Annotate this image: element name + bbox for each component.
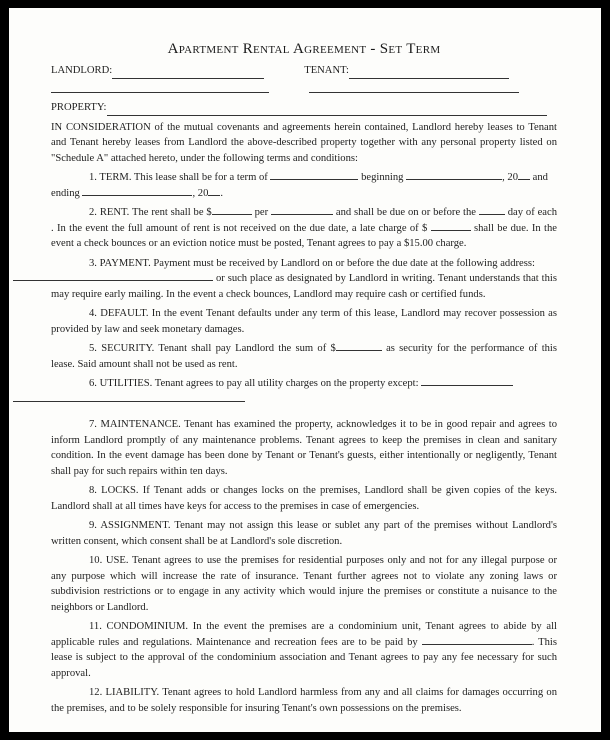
agreement-body	[51, 8, 557, 716]
property-label: PROPERTY:	[51, 102, 107, 113]
clause-term: 1. TERM. This lease shall be for a term of beginning , 20 and ending , 20 .	[51, 172, 548, 199]
document-title: Apartment Rental Agreement - Set Term	[167, 41, 441, 57]
rent-due-day-field[interactable]	[479, 205, 505, 215]
clause-rent: 2. RENT. The rent shall be $ per and shall be due on or before the day of each . In the event the full amount of rent is not received on the due date, a late charge of $ shall be due. In the event a check bounces or an eviction notice must be posted, Tenant agrees to pay a $15.00 charge.	[51, 207, 557, 249]
clause-default: 4. DEFAULT. In the event Tenant defaults under any term of this lease, Landlord may recover possession as provided by law and seek monetary damages.	[51, 308, 557, 335]
clause-use: 10. USE. Tenant agrees to use the premises for residential purposes only and not for any illegal purpose or any purpose which will increase the rate of insurance. Tenant further agrees not to violate any zoning laws or subdivision restrictions or to engage in any activity which would injure the premises or constitute a nuisance to the neighbors or Landlord.	[51, 555, 557, 613]
term-begin-field[interactable]	[406, 170, 502, 180]
party-row	[51, 62, 557, 79]
clause-assignment: 9. ASSIGNMENT. Tenant may not assign this lease or sublet any part of the premises without Landlord's written consent, which consent shall be at Landlord's sole discretion.	[51, 520, 557, 547]
clause-liability: 12. LIABILITY. Tenant agrees to hold Landlord harmless from any and all claims for damages occurring on the premises, and to be solely responsible for insuring Tenant's own possessions on the premises.	[51, 687, 557, 714]
party-row-2	[51, 79, 557, 93]
document-page	[9, 8, 601, 732]
clause-utilities: 6. UTILITIES. Tenant agrees to pay all utility charges on the property except:	[51, 376, 557, 407]
clause-condominium: 11. CONDOMINIUM. In the event the premises are a condominium unit, Tenant agrees to abide by all applicable rules and regulations. Maintenance and recreation fees are to be paid by . This lease is subject to the approval of the condominium association and Tenant agrees to pay any fee necessary for such approval.	[51, 621, 557, 679]
condo-fees-payer-field[interactable]	[422, 635, 532, 645]
clause-security: 5. SECURITY. Tenant shall pay Landlord the sum of $ as security for the performance of this lease. Said amount shall not be used as rent.	[51, 343, 558, 370]
tenant-field[interactable]	[349, 68, 509, 79]
term-end-year-field[interactable]	[208, 186, 220, 196]
landlord-label: LANDLORD:	[51, 65, 113, 76]
utilities-exceptions-field[interactable]	[421, 376, 513, 386]
utilities-exceptions-field-2[interactable]	[13, 392, 245, 402]
payment-address-field[interactable]	[13, 271, 213, 281]
term-end-field[interactable]	[82, 186, 192, 196]
tenant-field-2[interactable]	[309, 82, 519, 93]
landlord-field-2[interactable]	[51, 82, 269, 93]
landlord-field[interactable]	[112, 68, 264, 79]
term-length-field[interactable]	[270, 170, 358, 180]
property-row	[51, 99, 557, 116]
clause-locks: 8. LOCKS. If Tenant adds or changes locks on the premises, Landlord shall be given copies of the keys. Landlord shall at all times have keys for access to the premises in case of emergencies.	[51, 485, 557, 512]
rent-amount-field[interactable]	[212, 205, 252, 215]
consideration-paragraph: IN CONSIDERATION of the mutual covenants and agreements herein contained, Landlord hereby leases to Tenant and Tenant hereby leases from Landlord the above-described property together with any personal property listed on "Schedule A" attached hereto, under the following terms and conditions:	[51, 121, 557, 164]
property-field[interactable]	[107, 105, 547, 116]
term-begin-year-field[interactable]	[518, 170, 530, 180]
clause-maintenance: 7. MAINTENANCE. Tenant has examined the property, acknowledges it to be in good repair and agrees to inform Landlord promptly of any maintenance problems. Tenant agrees to keep the premises in clean and sanitary condition. In the event damage has been done by Tenant or Tenant's guests, either intentionally or negligently, Tenant shall pay for such repairs within ten days.	[51, 419, 557, 477]
rent-period-field[interactable]	[271, 205, 333, 215]
clause-payment: 3. PAYMENT. Payment must be received by Landlord on or before the due date at the following address: or such place as designated by Landlord in writing. Tenant understands that this may require early mailing. In the event a check bounces, Landlord may require cash or certified funds.	[51, 256, 557, 303]
security-deposit-field[interactable]	[336, 341, 382, 351]
late-charge-field[interactable]	[431, 221, 471, 231]
tenant-label: TENANT:	[304, 65, 349, 76]
